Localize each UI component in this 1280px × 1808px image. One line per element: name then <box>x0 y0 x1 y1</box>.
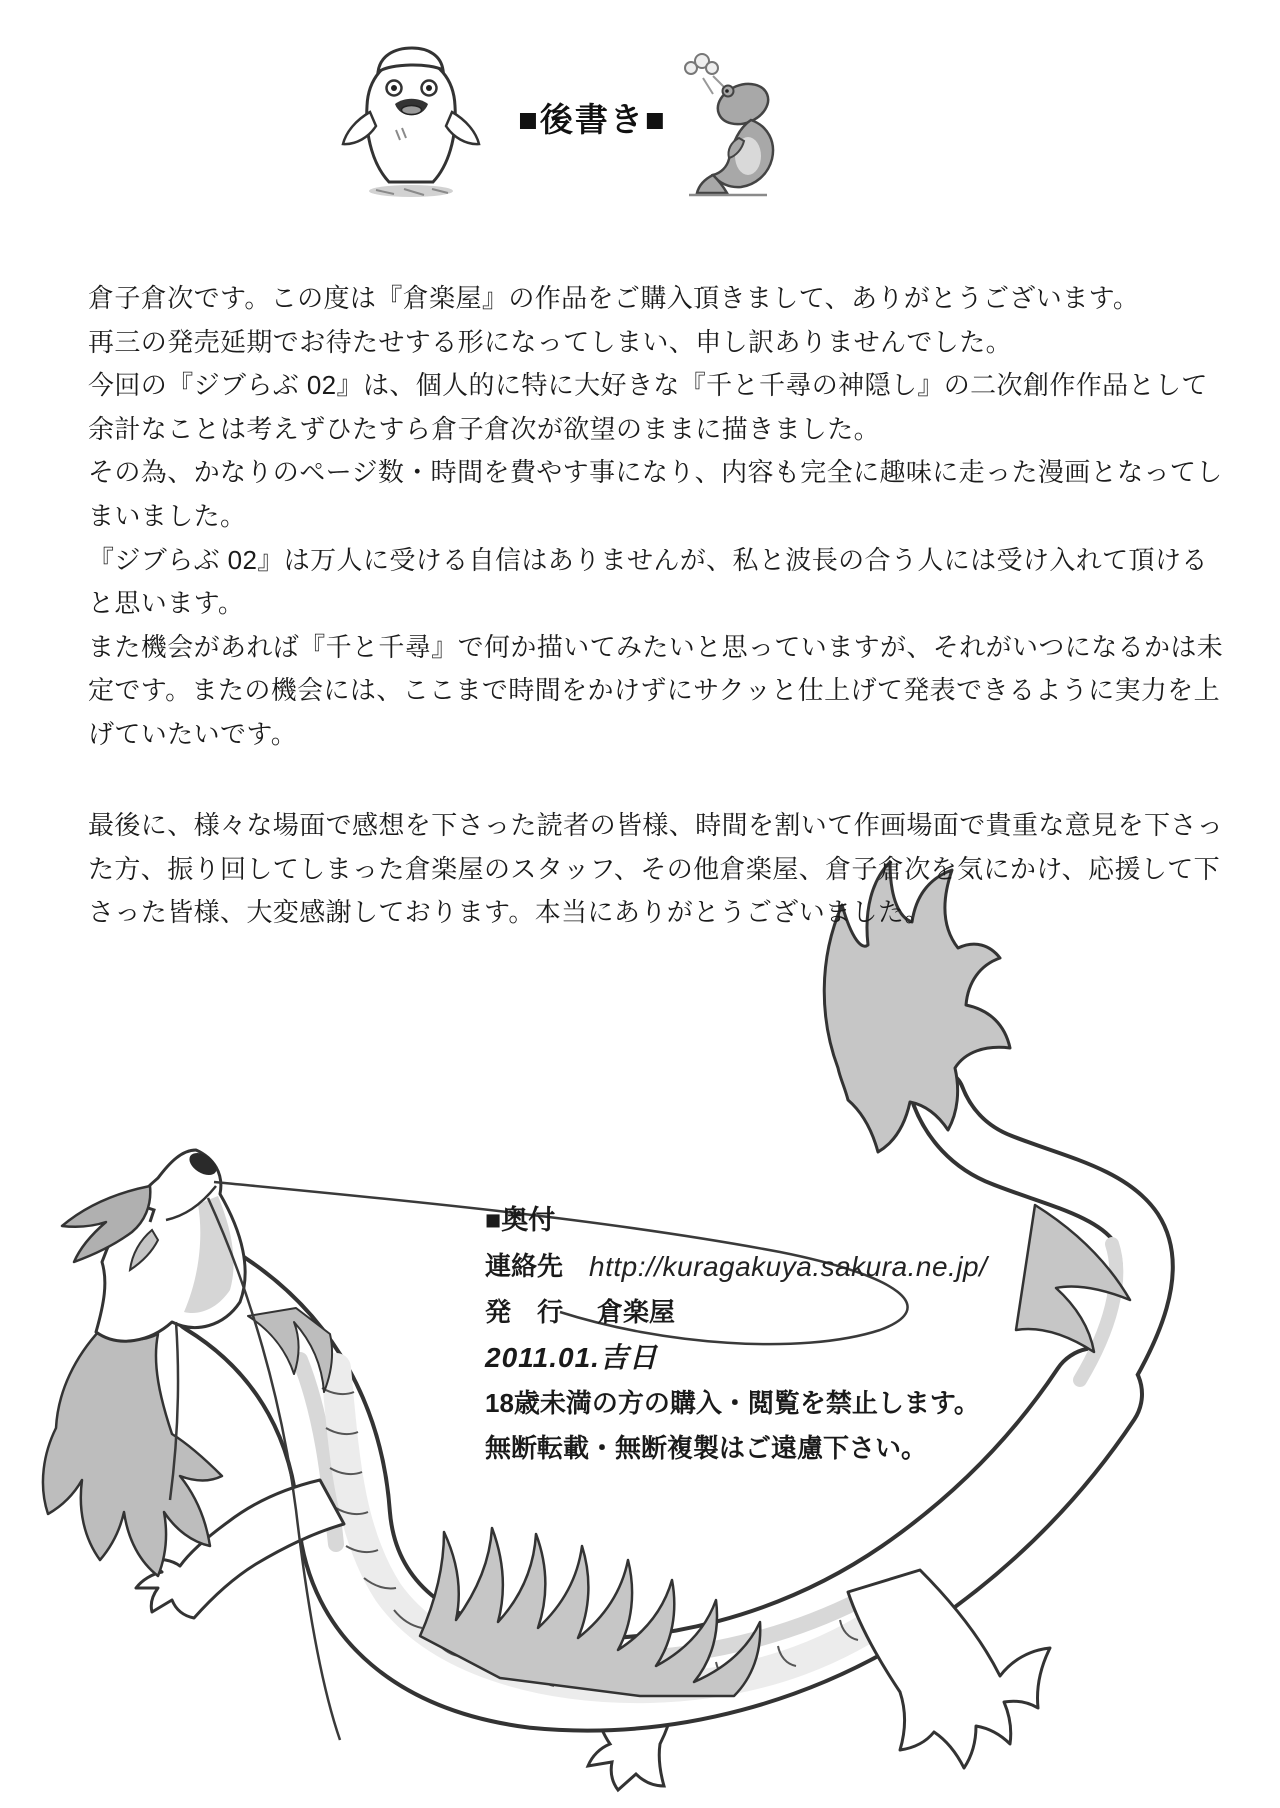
colophon <box>485 1196 1125 1472</box>
colophon-heading: ■奥付 <box>485 1205 556 1235</box>
afterword-paragraph-1 <box>88 277 1224 757</box>
page-title: ■後書き■ <box>518 101 667 138</box>
age-restriction-notice: 18歳未満の方の購入・閲覧を禁止します。 <box>485 1387 980 1418</box>
afterword-line: 再三の発売延期でお待たせする形になってしまい、申し訳ありませんでした。 <box>88 326 1013 357</box>
afterword-line: 余計なことは考えずひたすら倉子倉次が欲望のままに描きました。 <box>88 413 881 444</box>
penguin-body <box>367 58 456 182</box>
publisher-row <box>485 1290 1125 1336</box>
angry-puff-icon <box>685 54 718 74</box>
afterword-line: まいました。 <box>88 500 247 531</box>
afterword-line: 倉子倉次です。この度は『倉楽屋』の作品をご購入頂きまして、ありがとうございます。 <box>88 283 1140 313</box>
penguin-mascot-illustration <box>336 44 486 200</box>
publish-date: 2011.01.吉日 <box>485 1342 658 1373</box>
contact-url: http://kuragakuya.sakura.ne.jp/ <box>589 1251 988 1282</box>
afterword-line: その為、かなりのページ数・時間を費やす事になり、内容も完全に趣味に走った漫画となってし <box>88 457 1223 488</box>
afterword-line: 最後に、様々な場面で感想を下さった読者の皆様、時間を割いて作画場面で貴重な意見を下さっ <box>88 810 1224 840</box>
afterword-line: と思います。 <box>88 588 245 619</box>
afterword-line: 『ジブらぶ 02』は万人に受ける自信はありませんが、私と波長の合う人には受け入れて頂ける <box>88 544 1208 575</box>
frog-mascot-illustration <box>655 46 805 198</box>
contact-row <box>485 1244 1125 1290</box>
afterword-line: また機会があれば『千と千尋』で何か描いてみたいと思っていますが、それがいつになるかは未 <box>88 631 1224 662</box>
afterword-line: 今回の『ジブらぶ 02』は、個人的に特に大好きな『千と千尋の神隠し』の二次創作作品として <box>88 370 1208 401</box>
publisher-name: 倉楽屋 <box>597 1296 676 1327</box>
no-reprint-notice: 無断転載・無断複製はご遠慮下さい。 <box>485 1433 928 1463</box>
afterword-line: さった皆様、大変感謝しております。本当にありがとうございました。 <box>88 897 931 928</box>
afterword-paragraph-2 <box>88 804 1224 935</box>
afterword-line: げていたいです。 <box>88 718 298 749</box>
dragon-hind-leg <box>848 1570 1050 1768</box>
afterword-line: た方、振り回してしまった倉楽屋のスタッフ、その他倉楽屋、倉子倉次を気にかけ、応援して下 <box>88 853 1221 884</box>
afterword-line: 定です。またの機会には、ここまで時間をかけずにサクッと仕上げて発表できるように実力を上 <box>88 675 1221 706</box>
publisher-label: 発 行 <box>485 1296 564 1327</box>
contact-label: 連絡先 <box>485 1251 564 1281</box>
dragon-mane <box>43 1330 222 1576</box>
